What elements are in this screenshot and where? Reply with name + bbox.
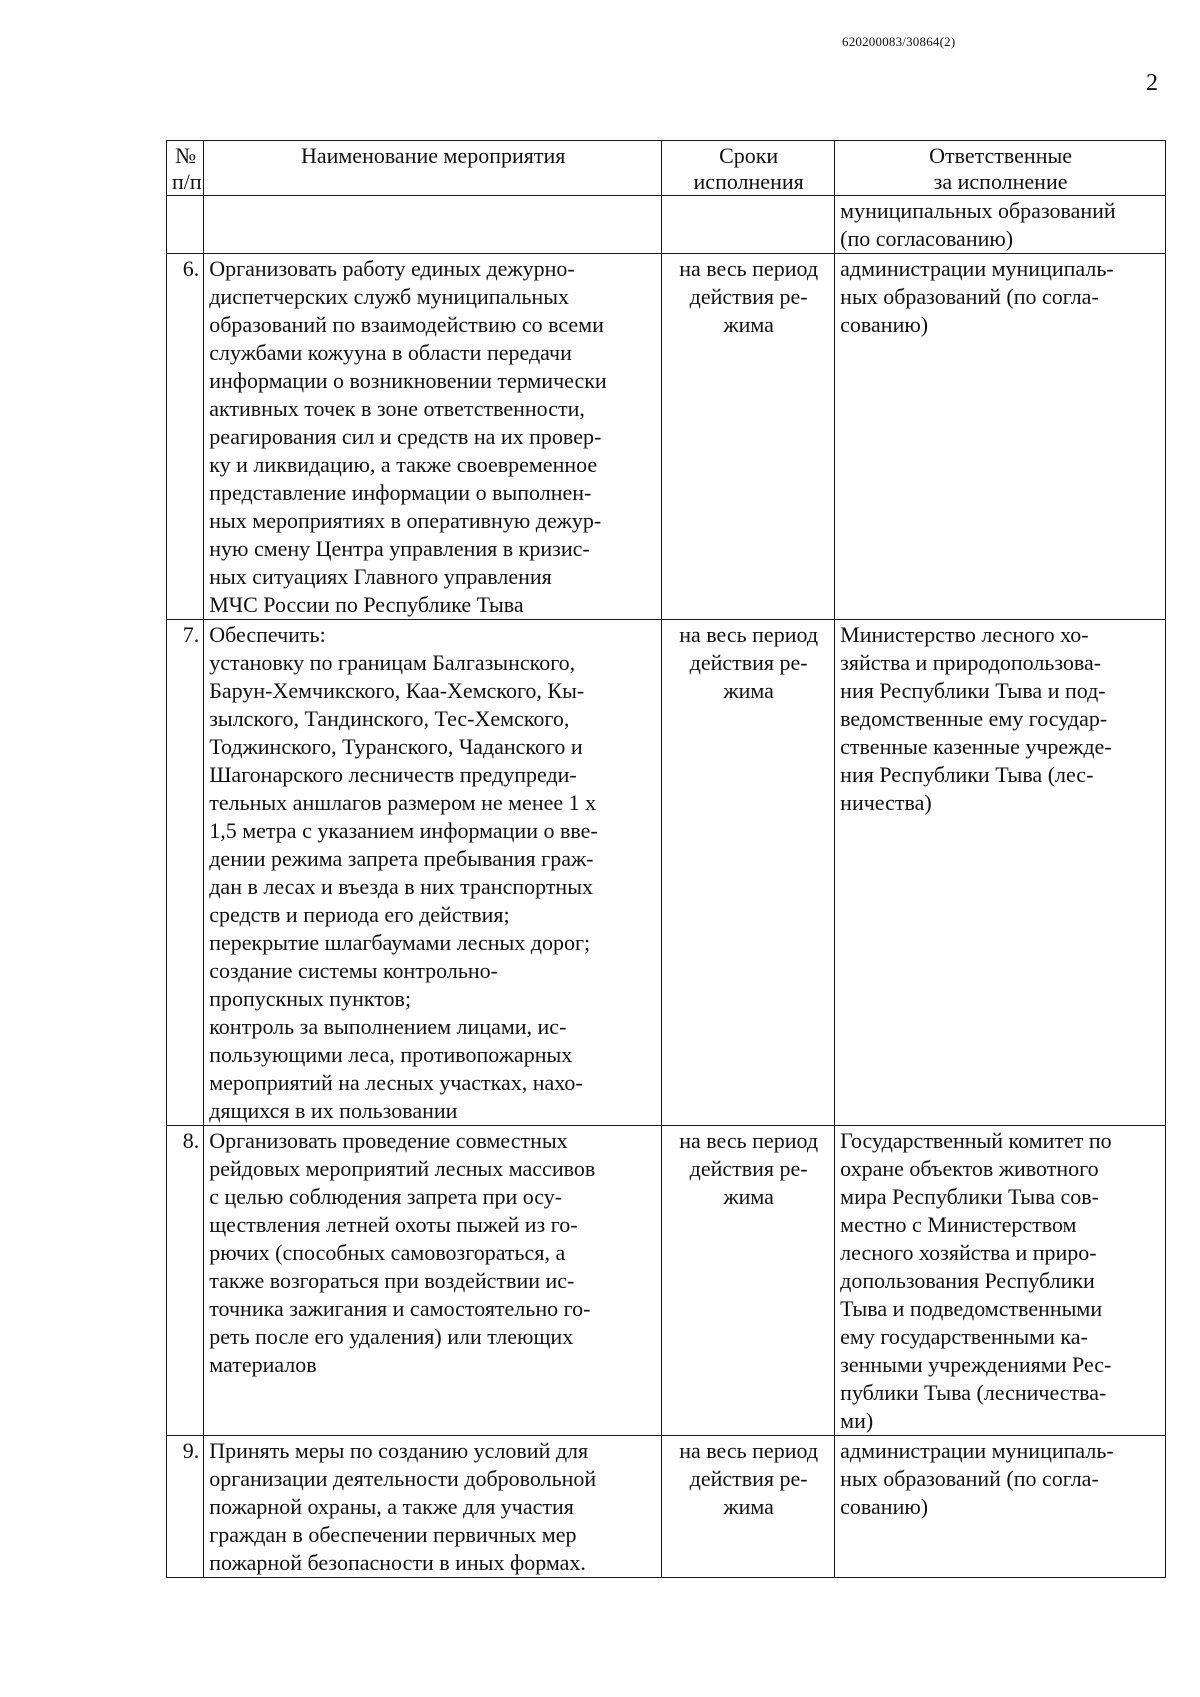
term-cell — [662, 1126, 835, 1436]
text-line: тельных аншлагов размером не менее 1 х — [209, 790, 597, 815]
text-line: действия ре- — [689, 1466, 808, 1491]
measure-name-cell — [204, 254, 662, 620]
measure-name-cell — [204, 196, 662, 254]
table-row — [167, 1436, 1166, 1578]
column-header-name — [204, 141, 662, 196]
text-line: пожарной безопасности в иных формах. — [209, 1550, 586, 1575]
text-line: ных ситуациях Главного управления — [209, 564, 552, 589]
text-line: жима — [723, 1494, 774, 1519]
text-line: контроль за выполнением лицами, ис- — [209, 1014, 567, 1039]
text-line: Государственный комитет по — [840, 1128, 1112, 1153]
text-line: на весь период — [679, 256, 819, 281]
text-line: на весь период — [679, 622, 819, 647]
text-line: ния Республики Тыва (лес- — [840, 762, 1094, 787]
measures-table — [166, 140, 1166, 1578]
text-line: МЧС России по Республике Тыва — [209, 592, 524, 617]
text-line: граждан в обеспечении первичных мер — [209, 1522, 577, 1547]
header-line: исполнения — [693, 169, 804, 194]
text-line: дении режима запрета пребывания граж- — [209, 846, 594, 871]
text-line: Министерство лесного хо- — [840, 622, 1089, 647]
table-row — [167, 196, 1166, 254]
column-header-number — [167, 141, 204, 196]
text-line: также возгораться при воздействии ис- — [209, 1268, 575, 1293]
text-line: диспетчерских служб муниципальных — [209, 284, 570, 309]
header-line: Сроки — [719, 143, 779, 168]
text-line: ния Республики Тыва и под- — [840, 678, 1106, 703]
text-line: Обеспечить: — [209, 622, 326, 647]
term-cell — [662, 620, 835, 1126]
text-line: ми) — [840, 1408, 874, 1433]
text-line: Тыва и подведомственными — [840, 1296, 1103, 1321]
text-line: (по согласованию) — [840, 226, 1014, 251]
text-line: администрации муниципаль- — [840, 256, 1114, 281]
text-line: образований по взаимодействию со всеми — [209, 312, 604, 337]
responsible-cell — [835, 1436, 1166, 1578]
text-line: Барун-Хемчикского, Каа-Хемского, Кы- — [209, 678, 585, 703]
text-line: Организовать проведение совместных — [209, 1128, 568, 1153]
text-line: рючих (способных самовозгораться, а — [209, 1240, 566, 1265]
header-line: п/п — [172, 169, 202, 194]
text-line: с целью соблюдения запрета при осу- — [209, 1184, 563, 1209]
table-header — [167, 141, 1166, 196]
text-line: организации деятельности добровольной — [209, 1466, 597, 1491]
text-line: ственные казенные учрежде- — [840, 734, 1112, 759]
text-line: лесного хозяйства и приро- — [840, 1240, 1097, 1265]
header-row — [167, 141, 1166, 196]
text-line: Организовать работу единых дежурно- — [209, 256, 575, 281]
column-header-term — [662, 141, 835, 196]
row-number: 6. — [167, 254, 204, 620]
text-line: жима — [723, 312, 774, 337]
responsible-cell — [835, 196, 1166, 254]
text-line: Принять меры по созданию условий для — [209, 1438, 589, 1463]
row-number: 7. — [167, 620, 204, 1126]
measure-name-cell — [204, 1436, 662, 1578]
header-line: Наименование мероприятия — [300, 143, 566, 168]
text-line: средств и периода его действия; — [209, 902, 510, 927]
text-line: публики Тыва (лесничества- — [840, 1380, 1107, 1405]
text-line: действия ре- — [689, 650, 808, 675]
responsible-cell — [835, 620, 1166, 1126]
text-line: сованию) — [840, 312, 929, 337]
row-number — [167, 196, 204, 254]
table-row — [167, 620, 1166, 1126]
text-line: ных образований (по согла- — [840, 1466, 1099, 1491]
row-number: 9. — [167, 1436, 204, 1578]
text-line: действия ре- — [689, 284, 808, 309]
text-line: администрации муниципаль- — [840, 1438, 1114, 1463]
text-line: материалов — [209, 1352, 317, 1377]
text-line: пожарной охраны, а также для участия — [209, 1494, 574, 1519]
text-line: 1,5 метра с указанием информации о вве- — [209, 818, 598, 843]
text-line: действия ре- — [689, 1156, 808, 1181]
text-line: Тоджинского, Туранского, Чаданского и — [209, 734, 583, 759]
table-row — [167, 1126, 1166, 1436]
text-line: Шагонарского лесничеств предупреди- — [209, 762, 577, 787]
responsible-cell — [835, 254, 1166, 620]
text-line: службами кожууна в области передачи — [209, 340, 572, 365]
text-line: ничества) — [840, 790, 932, 815]
text-line: охране объектов животного — [840, 1156, 1099, 1181]
text-line: рейдовых мероприятий лесных массивов — [209, 1156, 596, 1181]
text-line: на весь период — [679, 1128, 819, 1153]
text-line: пользующими леса, противопожарных — [209, 1042, 573, 1067]
text-line: зяйства и природопользова- — [840, 650, 1102, 675]
text-line: муниципальных образований — [840, 198, 1116, 223]
text-line: местно с Министерством — [840, 1212, 1077, 1237]
table-row — [167, 254, 1166, 620]
column-header-responsible — [835, 141, 1166, 196]
text-line: ных мероприятиях в оперативную дежур- — [209, 508, 602, 533]
text-line: ную смену Центра управления в кризис- — [209, 536, 590, 561]
text-line: реть после его удаления) или тлеющих — [209, 1324, 574, 1349]
text-line: допользования Республики — [840, 1268, 1095, 1293]
text-line: мира Республики Тыва сов- — [840, 1184, 1099, 1209]
responsible-cell — [835, 1126, 1166, 1436]
text-line: зылского, Тандинского, Тес-Хемского, — [209, 706, 570, 731]
text-line: ку и ликвидацию, а также своевременное — [209, 452, 598, 477]
text-line: создание системы контрольно- — [209, 958, 498, 983]
text-line: жима — [723, 1184, 774, 1209]
text-line: представление информации о выполнен- — [209, 480, 592, 505]
text-line: ществления летней охоты пыжей из го- — [209, 1212, 578, 1237]
text-line: ведомственные ему государ- — [840, 706, 1108, 731]
text-line: дан в лесах и въезда в них транспортных — [209, 874, 593, 899]
text-line: точника зажигания и самостоятельно го- — [209, 1296, 591, 1321]
text-line: перекрытие шлагбаумами лесных дорог; — [209, 930, 591, 955]
row-number: 8. — [167, 1126, 204, 1436]
page-number: 2 — [1146, 70, 1158, 96]
text-line: дящихся в их пользовании — [209, 1098, 458, 1123]
text-line: установку по границам Балгазынского, — [209, 650, 576, 675]
text-line: активных точек в зоне ответственности, — [209, 396, 585, 421]
text-line: жима — [723, 678, 774, 703]
text-line: реагирования сил и средств на их провер- — [209, 424, 602, 449]
text-line: ему государственными ка- — [840, 1324, 1088, 1349]
measure-name-cell — [204, 620, 662, 1126]
text-line: пропускных пунктов; — [209, 986, 412, 1011]
measure-name-cell — [204, 1126, 662, 1436]
text-line: сованию) — [840, 1494, 929, 1519]
header-line: Ответственные — [929, 143, 1073, 168]
text-line: на весь период — [679, 1438, 819, 1463]
term-cell — [662, 1436, 835, 1578]
text-line: ных образований (по согла- — [840, 284, 1099, 309]
text-line: зенными учреждениями Рес- — [840, 1352, 1112, 1377]
table-body — [167, 196, 1166, 1578]
text-line: мероприятий на лесных участках, нахо- — [209, 1070, 583, 1095]
text-line: информации о возникновении термически — [209, 368, 607, 393]
header-line: № — [175, 143, 197, 168]
term-cell — [662, 254, 835, 620]
header-line: за исполнение — [933, 169, 1068, 194]
document-id: 620200083/30864(2) — [842, 34, 956, 49]
term-cell — [662, 196, 835, 254]
